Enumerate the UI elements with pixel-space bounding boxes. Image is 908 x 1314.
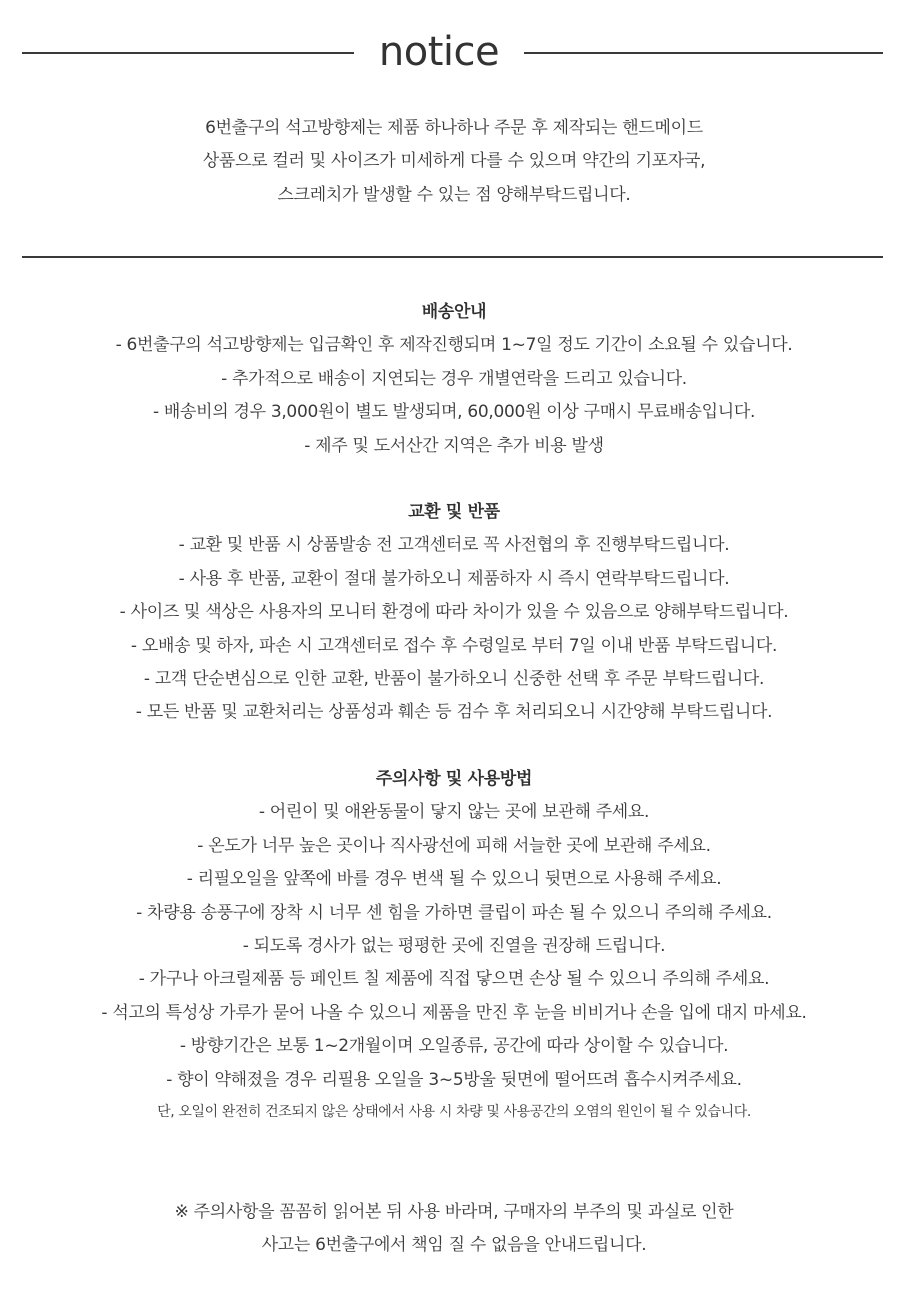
- header-rule-left: [22, 52, 354, 54]
- exchange-line: - 사용 후 반품, 교환이 절대 불가하오니 제품하자 시 즉시 연락부탁드립니다.: [178, 568, 730, 589]
- caution-line: - 방향기간은 보통 1~2개월이며 오일종류, 공간에 따라 상이할 수 있습니다.: [179, 1036, 729, 1057]
- caution-line: - 리필오일을 앞쪽에 바를 경우 변색 될 수 있으니 뒷면으로 사용해 주세요.: [186, 869, 722, 890]
- page-title: notice: [378, 29, 500, 75]
- closing-line: ※ 주의사항을 꼼꼼히 읽어본 뒤 사용 바라며, 구매자의 부주의 및 과실로 인한: [174, 1202, 734, 1222]
- caution-line: - 온도가 너무 높은 곳이나 직사광선에 피해 서늘한 곳에 보관해 주세요.: [197, 835, 711, 856]
- intro-text: [0, 112, 908, 212]
- exchange-line: - 오배송 및 하자, 파손 시 고객센터로 접수 후 수령일로 부터 7일 이내 반품 부탁드립니다.: [130, 635, 778, 656]
- intro-line: 스크레치가 발생할 수 있는 점 양해부탁드립니다.: [277, 184, 631, 205]
- exchange-line: - 모든 반품 및 교환처리는 상품성과 훼손 등 검수 후 처리되오니 시간양해 부탁드립니다.: [135, 702, 773, 723]
- exchange-line: - 사이즈 및 색상은 사용자의 모니터 환경에 따라 차이가 있을 수 있음으로 양해부탁드립니다.: [119, 602, 789, 623]
- caution-usage-section: [0, 763, 908, 1127]
- shipping-line: - 추가적으로 배송이 지연되는 경우 개별연락을 드리고 있습니다.: [221, 368, 687, 389]
- shipping-line: - 배송비의 경우 3,000원이 별도 발생되며, 60,000원 이상 구매시 무료배송입니다.: [152, 402, 756, 423]
- closing-notice: [0, 1196, 908, 1263]
- notice-sections: [0, 296, 908, 1127]
- header-rule-right: [524, 52, 883, 54]
- section-title-shipping: 배송안내: [421, 302, 487, 322]
- caution-line: - 가구나 아크릴제품 등 페인트 칠 제품에 직접 닿으면 손상 될 수 있으니 주의해 주세요.: [138, 969, 770, 990]
- caution-line: - 향이 약해졌을 경우 리필용 오일을 3~5방울 뒷면에 떨어뜨려 흡수시켜주세요.: [166, 1069, 742, 1090]
- caution-line: - 되도록 경사가 없는 평평한 곳에 진열을 권장해 드립니다.: [242, 935, 666, 956]
- exchange-line: - 고객 단순변심으로 인한 교환, 반품이 불가하오니 신중한 선택 후 주문 부탁드립니다.: [143, 669, 765, 690]
- caution-footnote: 단, 오일이 완전히 건조되지 않은 상태에서 사용 시 차량 및 사용공간의 오염의 원인이 될 수 있습니다.: [157, 1103, 751, 1120]
- shipping-line: - 6번출구의 석고방향제는 입금확인 후 제작진행되며 1~7일 정도 기간이 소요될 수 있습니다.: [115, 335, 793, 356]
- caution-line: - 석고의 특성상 가루가 묻어 나올 수 있으니 제품을 만진 후 눈을 비비거나 손을 입에 대지 마세요.: [101, 1002, 807, 1023]
- notice-header: [0, 24, 908, 84]
- exchange-return-section: [0, 496, 908, 730]
- caution-line: - 어린이 및 애완동물이 닿지 않는 곳에 보관해 주세요.: [258, 802, 650, 823]
- section-divider: [22, 256, 883, 258]
- exchange-line: - 교환 및 반품 시 상품발송 전 고객센터로 꼭 사전협의 후 진행부탁드립니다.: [178, 535, 730, 556]
- intro-line: 6번출구의 석고방향제는 제품 하나하나 주문 후 제작되는 핸드메이드: [205, 118, 703, 138]
- section-title-caution-usage: 주의사항 및 사용방법: [375, 768, 533, 789]
- shipping-section: [0, 296, 908, 463]
- shipping-line: - 제주 및 도서산간 지역은 추가 비용 발생: [304, 435, 604, 456]
- caution-line: - 차량용 송풍구에 장착 시 너무 센 힘을 가하면 클립이 파손 될 수 있으니 주의해 주세요.: [136, 902, 772, 923]
- closing-line: 사고는 6번출구에서 책임 질 수 없음을 안내드립니다.: [261, 1235, 647, 1256]
- section-title-exchange-return: 교환 및 반품: [408, 502, 500, 523]
- intro-line: 상품으로 컬러 및 사이즈가 미세하게 다를 수 있으며 약간의 기포자국,: [202, 151, 706, 172]
